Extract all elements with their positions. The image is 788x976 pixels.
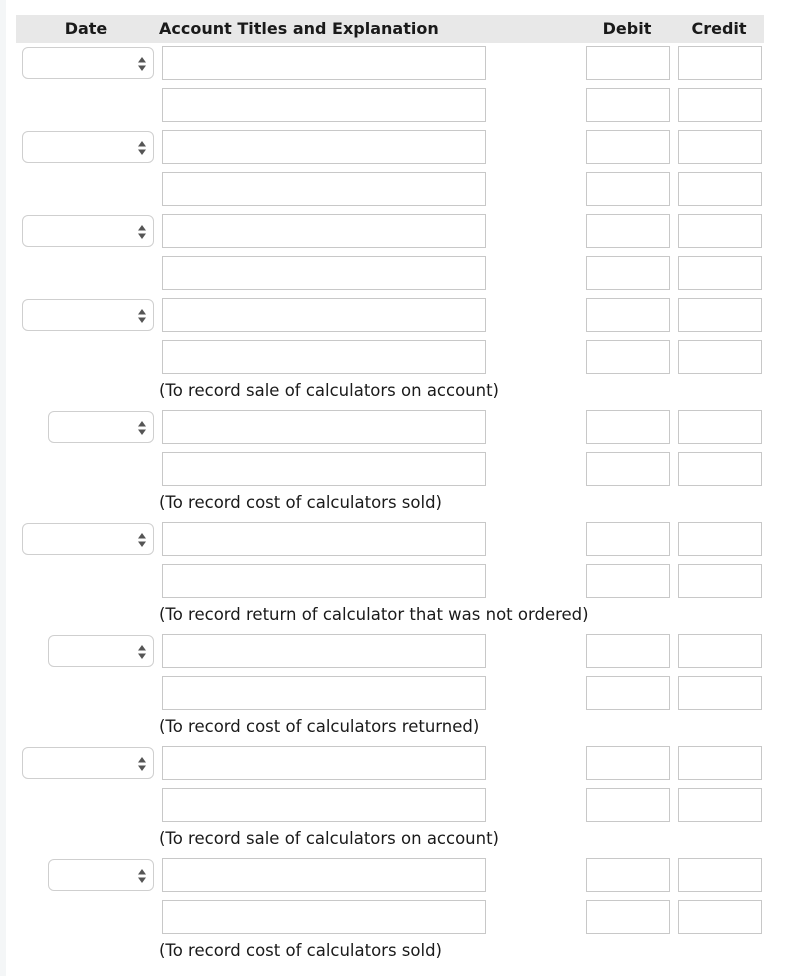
account-title-input[interactable] [162, 46, 486, 80]
debit-input[interactable] [586, 410, 670, 444]
account-title-input[interactable] [162, 256, 486, 290]
credit-input[interactable] [678, 410, 762, 444]
entry-explanation: (To record cost of calculators returned) [159, 717, 480, 736]
date-select[interactable] [22, 47, 154, 79]
credit-input[interactable] [678, 746, 762, 780]
account-title-input[interactable] [162, 88, 486, 122]
account-title-input[interactable] [162, 522, 486, 556]
account-title-input[interactable] [162, 214, 486, 248]
credit-input[interactable] [678, 564, 762, 598]
account-title-input[interactable] [162, 410, 486, 444]
debit-input[interactable] [586, 46, 670, 80]
credit-input[interactable] [678, 298, 762, 332]
credit-input[interactable] [678, 452, 762, 486]
credit-input[interactable] [678, 46, 762, 80]
credit-input[interactable] [678, 900, 762, 934]
credit-input[interactable] [678, 130, 762, 164]
entry-explanation: (To record return of calculator that was not ordered) [159, 605, 589, 624]
account-title-input[interactable] [162, 172, 486, 206]
select-arrows-icon [137, 420, 147, 436]
date-select[interactable] [22, 215, 154, 247]
entry-explanation: (To record sale of calculators on account) [159, 381, 499, 400]
date-select[interactable] [48, 859, 154, 891]
entry-explanation: (To record cost of calculators sold) [159, 941, 442, 960]
select-arrows-icon [137, 224, 147, 240]
entry-explanation: (To record sale of calculators on account) [159, 829, 499, 848]
account-title-input[interactable] [162, 858, 486, 892]
account-title-input[interactable] [162, 340, 486, 374]
date-select[interactable] [22, 299, 154, 331]
debit-input[interactable] [586, 256, 670, 290]
account-title-input[interactable] [162, 900, 486, 934]
date-select[interactable] [48, 635, 154, 667]
select-arrows-icon [137, 532, 147, 548]
credit-input[interactable] [678, 214, 762, 248]
credit-input[interactable] [678, 522, 762, 556]
debit-input[interactable] [586, 858, 670, 892]
date-select[interactable] [22, 523, 154, 555]
debit-input[interactable] [586, 88, 670, 122]
account-title-input[interactable] [162, 564, 486, 598]
debit-input[interactable] [586, 172, 670, 206]
credit-input[interactable] [678, 676, 762, 710]
journal-header [16, 15, 764, 43]
account-title-input[interactable] [162, 298, 486, 332]
debit-input[interactable] [586, 214, 670, 248]
debit-input[interactable] [586, 522, 670, 556]
account-title-input[interactable] [162, 746, 486, 780]
header-credit: Credit [691, 19, 747, 38]
select-arrows-icon [137, 756, 147, 772]
select-arrows-icon [137, 140, 147, 156]
credit-input[interactable] [678, 858, 762, 892]
credit-input[interactable] [678, 634, 762, 668]
select-arrows-icon [137, 56, 147, 72]
credit-input[interactable] [678, 88, 762, 122]
credit-input[interactable] [678, 788, 762, 822]
debit-input[interactable] [586, 788, 670, 822]
account-title-input[interactable] [162, 676, 486, 710]
credit-input[interactable] [678, 172, 762, 206]
debit-input[interactable] [586, 676, 670, 710]
date-select[interactable] [22, 131, 154, 163]
select-arrows-icon [137, 868, 147, 884]
account-title-input[interactable] [162, 452, 486, 486]
credit-input[interactable] [678, 340, 762, 374]
credit-input[interactable] [678, 256, 762, 290]
header-date: Date [64, 19, 108, 38]
entry-explanation: (To record cost of calculators sold) [159, 493, 442, 512]
date-select[interactable] [22, 747, 154, 779]
debit-input[interactable] [586, 564, 670, 598]
select-arrows-icon [137, 308, 147, 324]
account-title-input[interactable] [162, 788, 486, 822]
debit-input[interactable] [586, 340, 670, 374]
debit-input[interactable] [586, 298, 670, 332]
account-title-input[interactable] [162, 634, 486, 668]
page-left-edge [0, 0, 6, 976]
debit-input[interactable] [586, 746, 670, 780]
header-account-titles: Account Titles and Explanation [159, 19, 439, 38]
debit-input[interactable] [586, 130, 670, 164]
header-debit: Debit [602, 19, 652, 38]
debit-input[interactable] [586, 452, 670, 486]
debit-input[interactable] [586, 900, 670, 934]
account-title-input[interactable] [162, 130, 486, 164]
select-arrows-icon [137, 644, 147, 660]
date-select[interactable] [48, 411, 154, 443]
debit-input[interactable] [586, 634, 670, 668]
